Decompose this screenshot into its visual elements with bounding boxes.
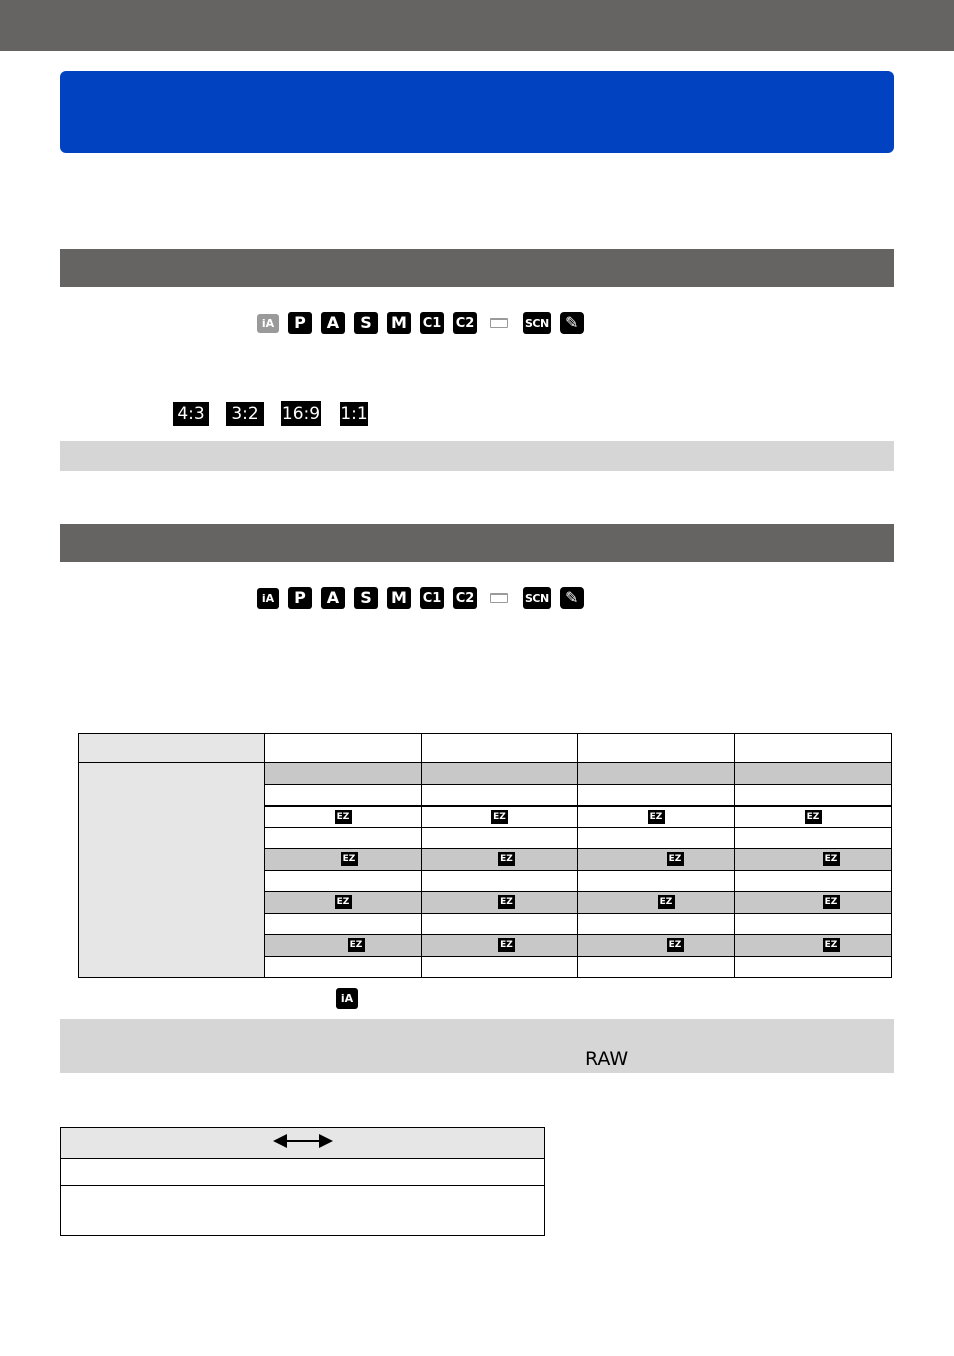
table-header-cell	[735, 734, 892, 763]
extended-zoom-icon: EZ	[823, 895, 840, 909]
aspect-3-2-icon: 3:2	[226, 402, 264, 426]
extended-zoom-icon: EZ	[498, 938, 515, 952]
custom2-mode-icon: C2	[453, 312, 477, 334]
intelligent-auto-icon: iA	[257, 588, 279, 609]
intelligent-auto-icon: iA	[257, 314, 279, 333]
table-row-label	[79, 763, 265, 978]
double-arrow-icon	[273, 1133, 333, 1149]
bottom-table-header	[61, 1128, 545, 1159]
shutter-mode-icon: S	[354, 587, 378, 609]
raw-label: RAW	[585, 1048, 629, 1070]
aperture-mode-icon: A	[321, 587, 345, 609]
scene-mode-icon: SCN	[523, 587, 551, 609]
panorama-mode-icon	[490, 593, 508, 603]
program-mode-icon: P	[288, 587, 312, 609]
creative-control-icon: ✎	[560, 587, 584, 609]
aspect-16-9-icon: 16:9	[281, 401, 321, 426]
table-row	[61, 1159, 545, 1186]
extended-zoom-icon: EZ	[648, 810, 665, 824]
extended-zoom-icon: EZ	[491, 810, 508, 824]
note-bar-1	[60, 441, 894, 471]
extended-zoom-icon: EZ	[348, 938, 365, 952]
top-bar	[0, 0, 954, 51]
creative-control-icon: ✎	[560, 312, 584, 334]
aspect-4-3-icon: 4:3	[173, 402, 209, 426]
extended-zoom-icon: EZ	[667, 852, 684, 866]
extended-zoom-icon: EZ	[498, 852, 515, 866]
title-banner	[60, 71, 894, 153]
table-header-row	[79, 734, 892, 763]
extended-zoom-icon: EZ	[805, 810, 822, 824]
extended-zoom-icon: EZ	[335, 895, 352, 909]
panorama-mode-icon	[490, 318, 508, 328]
extended-zoom-icon: EZ	[667, 938, 684, 952]
picture-size-table	[78, 733, 892, 978]
intelligent-auto-icon: iA	[336, 988, 358, 1009]
table-header-label	[79, 734, 265, 763]
manual-mode-icon: M	[387, 312, 411, 334]
mode-icons-row-2	[257, 587, 593, 609]
scene-mode-icon: SCN	[523, 312, 551, 334]
aperture-mode-icon: A	[321, 312, 345, 334]
extended-zoom-icon: EZ	[823, 938, 840, 952]
table-row	[61, 1186, 545, 1236]
extended-zoom-icon: EZ	[335, 810, 352, 824]
extended-zoom-icon: EZ	[341, 852, 358, 866]
shutter-mode-icon: S	[354, 312, 378, 334]
program-mode-icon: P	[288, 312, 312, 334]
custom2-mode-icon: C2	[453, 587, 477, 609]
extended-zoom-icon: EZ	[823, 852, 840, 866]
aspect-icons-row	[173, 401, 385, 426]
mode-icons-row-1	[257, 312, 593, 334]
table-header-cell	[422, 734, 578, 763]
section-header-aspect-ratio	[60, 249, 894, 287]
footnote-ia-icon-wrap	[336, 988, 367, 1009]
table-row	[79, 763, 892, 785]
bottom-table	[60, 1127, 545, 1236]
custom1-mode-icon: C1	[420, 587, 444, 609]
table-row	[61, 1128, 545, 1159]
manual-mode-icon: M	[387, 587, 411, 609]
table-header-cell	[265, 734, 422, 763]
section-header-picture-size	[60, 524, 894, 562]
note-bar-2	[60, 1019, 894, 1073]
aspect-1-1-icon: 1:1	[340, 403, 368, 424]
extended-zoom-icon: EZ	[658, 895, 675, 909]
table-header-cell	[578, 734, 735, 763]
extended-zoom-icon: EZ	[498, 895, 515, 909]
custom1-mode-icon: C1	[420, 312, 444, 334]
